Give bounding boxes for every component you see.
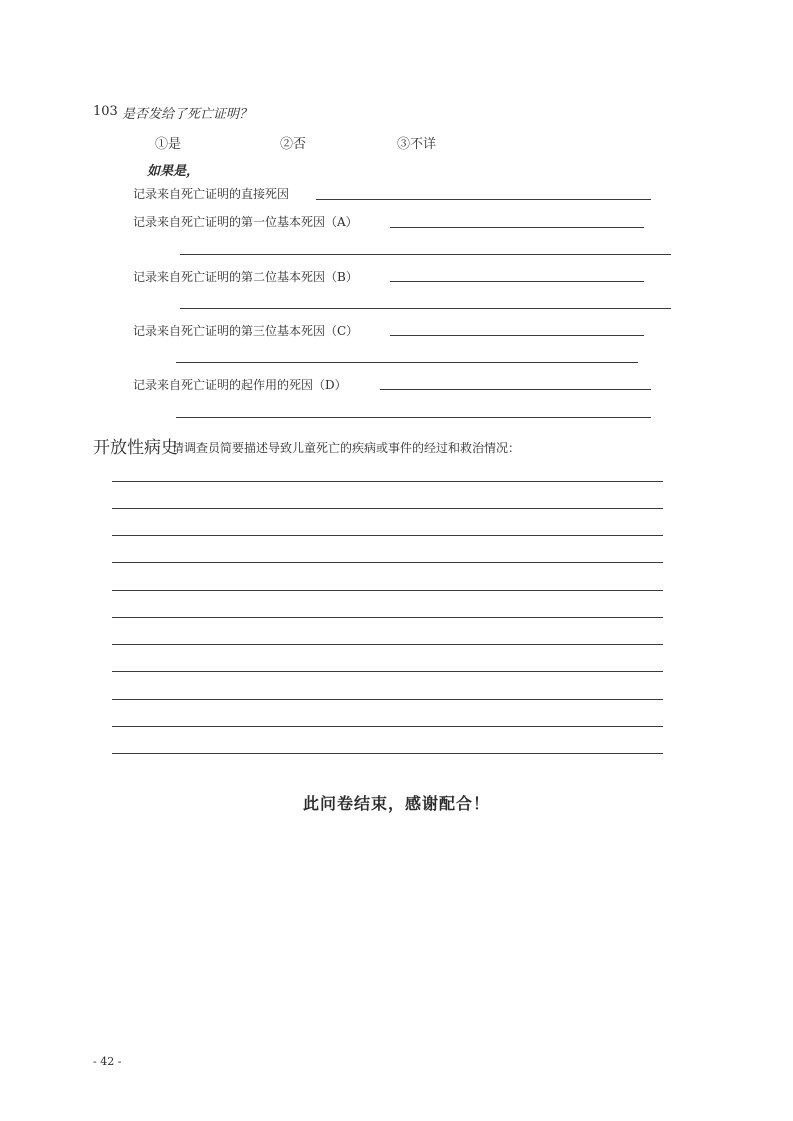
history-line[interactable] xyxy=(112,726,663,727)
open-history-title: 开放性病史 xyxy=(93,438,178,458)
end-message: 此问卷结束，感谢配合！ xyxy=(302,794,490,813)
history-line[interactable] xyxy=(112,535,663,536)
history-line[interactable] xyxy=(112,699,663,700)
question-text: 是否发给了死亡证明？ xyxy=(122,107,253,122)
history-line[interactable] xyxy=(112,481,663,482)
open-history-instruction: 请调查员简要描述导致儿童死亡的疾病或事件的经过和救治情况： xyxy=(172,441,521,455)
record-cause-b-line[interactable] xyxy=(390,281,644,282)
record-cause-b-label: 记录来自死亡证明的第二位基本死因（B） xyxy=(133,270,358,284)
record-cause-c-line-2[interactable] xyxy=(176,362,638,363)
history-line[interactable] xyxy=(112,671,663,672)
record-direct-cause-line[interactable] xyxy=(316,199,651,200)
history-line[interactable] xyxy=(112,753,663,754)
if-yes-label: 如果是， xyxy=(147,164,200,179)
history-line[interactable] xyxy=(112,590,663,591)
history-line[interactable] xyxy=(112,562,663,563)
question-number: 103 xyxy=(93,104,118,119)
record-cause-c-label: 记录来自死亡证明的第三位基本死因（C） xyxy=(133,324,359,338)
record-cause-a-line[interactable] xyxy=(390,227,644,228)
record-cause-d-line[interactable] xyxy=(380,389,651,390)
history-line[interactable] xyxy=(112,617,663,618)
option-yes[interactable]: ①是 xyxy=(155,137,182,152)
record-cause-d-label: 记录来自死亡证明的起作用的死因（D） xyxy=(133,378,347,392)
record-direct-cause-label: 记录来自死亡证明的直接死因 xyxy=(133,187,290,201)
record-cause-a-line-2[interactable] xyxy=(180,254,671,255)
page-number: - 42 - xyxy=(93,1055,122,1068)
record-cause-c-line[interactable] xyxy=(390,335,644,336)
history-line[interactable] xyxy=(112,508,663,509)
option-unknown[interactable]: ③不详 xyxy=(397,137,437,152)
record-cause-b-line-2[interactable] xyxy=(180,308,671,309)
record-cause-d-line-2[interactable] xyxy=(176,417,651,418)
history-line[interactable] xyxy=(112,644,663,645)
option-no[interactable]: ②否 xyxy=(280,137,307,152)
record-cause-a-label: 记录来自死亡证明的第一位基本死因（A） xyxy=(133,215,358,229)
